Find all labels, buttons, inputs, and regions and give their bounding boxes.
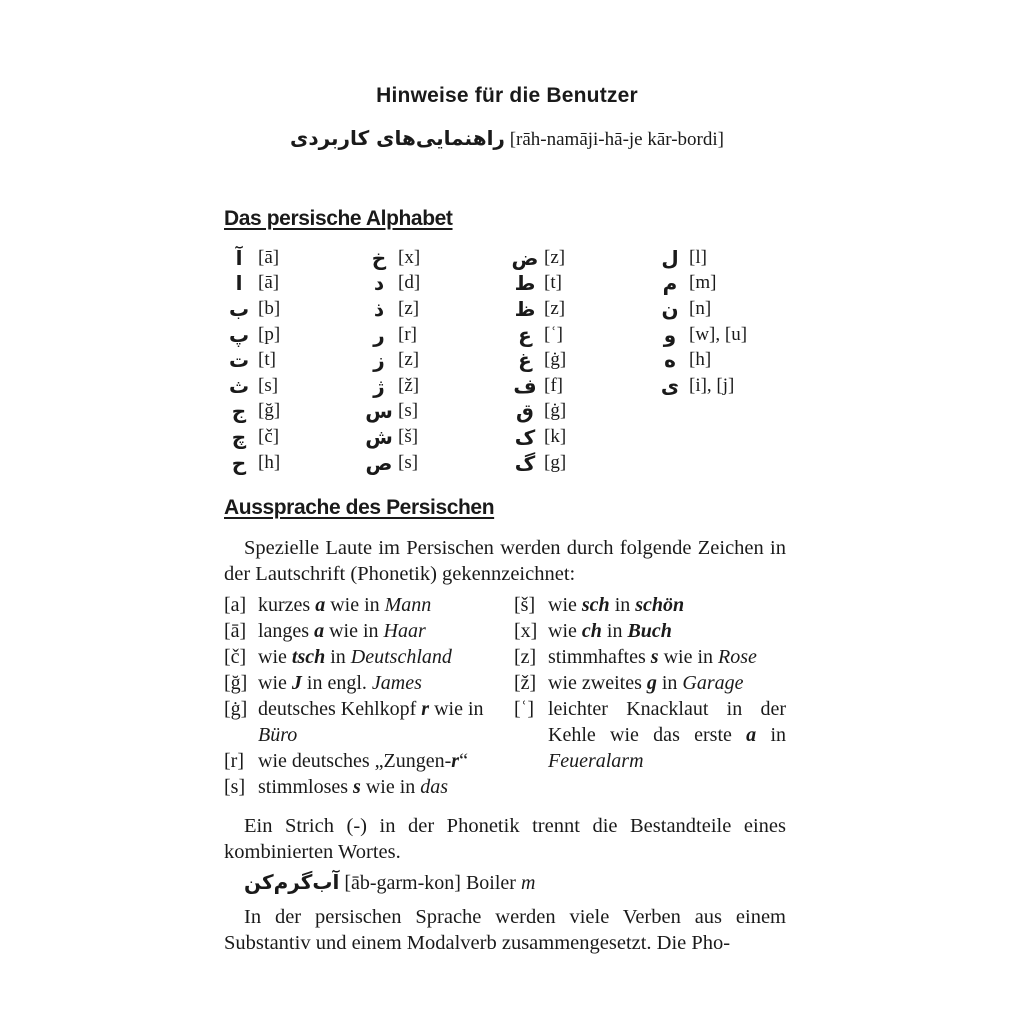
alphabet-row: [510, 373, 566, 399]
letter-phonetic: [t]: [544, 272, 562, 294]
letter-phonetic: [b]: [258, 297, 281, 319]
persian-letter: ق: [516, 399, 534, 424]
sound-symbol: [s]: [224, 776, 246, 798]
description-run: a: [314, 620, 325, 642]
persian-letter: آ: [235, 245, 243, 270]
sound-item: [514, 644, 786, 670]
description-run: s: [353, 776, 361, 798]
letter-phonetic: [x]: [398, 246, 421, 268]
alphabet-row: [510, 424, 566, 450]
persian-letter: ن: [661, 296, 679, 321]
description-run: s: [650, 646, 659, 668]
letter-phonetic: [ġ]: [544, 400, 567, 422]
example-phonetic: [āb-garm-kon]: [344, 872, 461, 894]
example-persian: آب‌گرم‌کن: [244, 870, 340, 894]
description-run: in engl.: [301, 672, 372, 694]
alphabet-row: [224, 399, 280, 425]
description-run: sch: [581, 594, 610, 616]
letter-phonetic: [l]: [689, 246, 707, 268]
description-run: deutsches Kehlkopf: [258, 698, 422, 720]
alphabet-column: [510, 245, 566, 475]
description-run: wie zweites: [548, 672, 647, 694]
persian-letter: ظ: [514, 296, 536, 321]
description-run: wie: [548, 594, 582, 616]
description-run: wie: [548, 620, 582, 642]
sound-symbol: [r]: [224, 750, 244, 772]
persian-letter: پ: [228, 322, 250, 347]
description-run: J: [291, 672, 302, 694]
alphabet-row: [364, 322, 420, 348]
description-run: leichter Knacklaut in der Kehle wie das erste: [548, 698, 786, 746]
description-run: wie in: [324, 620, 384, 642]
page-subtitle: [224, 126, 790, 151]
sound-description: [258, 618, 502, 644]
description-run: kurzes: [258, 594, 316, 616]
letter-phonetic: [d]: [398, 272, 421, 294]
description-run: wie in: [360, 776, 421, 798]
letter-phonetic: [n]: [689, 297, 712, 319]
persian-letter: و: [663, 322, 677, 347]
alphabet-row: [224, 424, 280, 450]
letter-phonetic: [w], [u]: [689, 323, 748, 345]
description-run: a: [746, 724, 757, 746]
sound-description: [548, 618, 786, 644]
description-run: wie: [258, 672, 292, 694]
persian-letter: ز: [373, 348, 385, 373]
persian-letter: ل: [661, 245, 679, 270]
sound-symbol: [x]: [514, 620, 538, 642]
verbs-note: In der persischen Sprache werden viele Verben aus einem Substantiv und einem Modalverb zusammengesetzt. Die Pho-: [224, 906, 786, 954]
description-run: stimmhaftes: [548, 646, 651, 668]
letter-phonetic: [s]: [258, 374, 279, 396]
alphabet-row: [655, 347, 747, 373]
description-run: ch: [581, 620, 602, 642]
persian-letter: ک: [514, 424, 536, 449]
sound-symbol: [ā]: [224, 620, 247, 642]
sound-item: [514, 696, 786, 774]
alphabet-row: [655, 271, 747, 297]
persian-letter: ی: [660, 373, 680, 398]
letter-phonetic: [š]: [398, 425, 419, 447]
alphabet-column: [655, 245, 747, 399]
sound-symbol: [ğ]: [224, 672, 248, 694]
persian-letter: م: [662, 271, 678, 296]
alphabet-row: [510, 347, 566, 373]
section-heading-alphabet: Das persische Alphabet: [224, 207, 453, 230]
description-run: das: [420, 776, 449, 798]
alphabet-row: [224, 296, 280, 322]
description-run: Haar: [383, 620, 426, 642]
description-run: in: [756, 724, 787, 746]
letter-phonetic: [i], [j]: [689, 374, 735, 396]
letter-phonetic: [ā]: [258, 246, 280, 268]
example-word: Boiler: [465, 872, 516, 894]
persian-letter: ر: [373, 322, 385, 347]
description-run: in: [609, 594, 636, 616]
sound-list-right: [514, 592, 786, 774]
alphabet-row: [655, 245, 747, 271]
description-run: Garage: [682, 672, 744, 694]
alphabet-row: [224, 271, 280, 297]
letter-phonetic: [h]: [689, 349, 712, 371]
persian-letter: گ: [514, 450, 536, 475]
subtitle-phonetic: [rāh-namāji-hā-je kār-bordi]: [509, 129, 724, 150]
alphabet-row: [510, 271, 566, 297]
sound-item: [224, 748, 502, 774]
letter-phonetic: [k]: [544, 425, 567, 447]
sound-symbol: [a]: [224, 594, 247, 616]
description-run: in: [325, 646, 351, 668]
sound-description: [548, 644, 786, 670]
alphabet-row: [364, 373, 420, 399]
sound-description: [548, 696, 786, 774]
alphabet-row: [510, 322, 566, 348]
section-heading-pronunciation: Aussprache des Persischen: [224, 496, 495, 519]
sound-item: [224, 618, 502, 644]
sound-symbol: [z]: [514, 646, 537, 668]
sound-symbol: [ġ]: [224, 698, 248, 720]
alphabet-row: [655, 322, 747, 348]
alphabet-row: [655, 373, 747, 399]
letter-phonetic: [p]: [258, 323, 281, 345]
persian-letter: ف: [513, 373, 537, 398]
description-run: r: [451, 750, 460, 772]
pronunciation-intro: Spezielle Laute im Persischen werden durch folgende Zeichen in der Lautschrift (Phonetik) gekennzeichnet:: [224, 537, 786, 585]
description-run: Büro: [258, 724, 298, 746]
document-page: [224, 0, 790, 1024]
sound-symbol: [š]: [514, 594, 536, 616]
example-entry: [244, 870, 535, 895]
sound-item: [514, 670, 786, 696]
example-gender: m: [520, 872, 536, 894]
sound-symbol: [ʿ]: [514, 698, 534, 720]
alphabet-row: [510, 450, 566, 476]
sound-description: [258, 670, 502, 696]
letter-phonetic: [z]: [398, 297, 420, 319]
letter-phonetic: [g]: [544, 451, 567, 473]
page-title: Hinweise für die Benutzer: [376, 84, 638, 107]
alphabet-row: [224, 322, 280, 348]
sound-description: [258, 774, 502, 800]
alphabet-row: [224, 347, 280, 373]
description-run: wie in: [325, 594, 385, 616]
sound-item: [224, 670, 502, 696]
persian-letter: چ: [231, 424, 247, 449]
subtitle-persian: راهنمایی‌های کاربردی: [290, 126, 505, 150]
persian-letter: ژ: [373, 373, 385, 398]
sound-symbol: [ž]: [514, 672, 537, 694]
alphabet-row: [224, 373, 280, 399]
alphabet-row: [224, 245, 280, 271]
description-run: r: [421, 698, 430, 720]
description-run: langes: [258, 620, 315, 642]
alphabet-row: [364, 424, 420, 450]
persian-letter: ص: [365, 450, 393, 475]
alphabet-row: [364, 271, 420, 297]
persian-letter: ح: [231, 450, 247, 475]
alphabet-column: [364, 245, 420, 475]
sound-item: [514, 592, 786, 618]
persian-letter: ض: [511, 245, 539, 270]
letter-phonetic: [t]: [258, 349, 276, 371]
description-run: g: [646, 672, 657, 694]
alphabet-row: [364, 296, 420, 322]
letter-phonetic: [ʿ]: [544, 323, 563, 345]
description-run: Feueralarm: [548, 750, 644, 772]
persian-letter: ع: [518, 322, 532, 347]
alphabet-row: [364, 450, 420, 476]
sound-list-left: [224, 592, 502, 800]
letter-phonetic: [č]: [258, 425, 280, 447]
description-run: James: [371, 672, 422, 694]
persian-letter: ت: [228, 348, 250, 373]
description-run: tsch: [291, 646, 326, 668]
letter-phonetic: [ğ]: [258, 400, 281, 422]
description-run: a: [315, 594, 326, 616]
letter-phonetic: [s]: [398, 451, 419, 473]
sound-item: [224, 644, 502, 670]
letter-phonetic: [r]: [398, 323, 417, 345]
alphabet-row: [364, 245, 420, 271]
alphabet-row: [364, 399, 420, 425]
letter-phonetic: [z]: [544, 297, 566, 319]
description-run: “: [459, 750, 468, 772]
letter-phonetic: [z]: [398, 349, 420, 371]
description-run: wie in: [658, 646, 718, 668]
sound-description: [548, 592, 786, 618]
description-run: Rose: [718, 646, 757, 668]
description-run: in: [656, 672, 683, 694]
letter-phonetic: [s]: [398, 400, 419, 422]
sound-item: [224, 774, 502, 800]
persian-letter: خ: [371, 245, 387, 270]
alphabet-row: [364, 347, 420, 373]
persian-letter: ج: [231, 399, 247, 424]
persian-letter: س: [365, 399, 393, 424]
description-run: wie deutsches „Zungen-: [258, 750, 452, 772]
alphabet-row: [224, 450, 280, 476]
letter-phonetic: [ž]: [398, 374, 420, 396]
description-run: Buch: [627, 620, 672, 642]
alphabet-column: [224, 245, 280, 475]
description-run: stimmloses: [258, 776, 354, 798]
persian-letter: ذ: [373, 296, 385, 321]
sound-description: [258, 592, 502, 618]
alphabet-row: [510, 245, 566, 271]
description-run: Deutschland: [350, 646, 452, 668]
letter-phonetic: [ġ]: [544, 349, 567, 371]
dash-note: Ein Strich (-) in der Phonetik trennt die Bestandteile eines kombinierten Wortes.: [224, 815, 786, 863]
letter-phonetic: [h]: [258, 451, 281, 473]
description-run: in: [601, 620, 628, 642]
alphabet-row: [510, 399, 566, 425]
persian-letter: ب: [228, 296, 250, 321]
description-run: schön: [635, 594, 685, 616]
persian-letter: د: [373, 271, 385, 296]
persian-letter: غ: [518, 348, 532, 373]
letter-phonetic: [ā]: [258, 272, 280, 294]
description-run: wie: [258, 646, 292, 668]
description-run: wie in: [429, 698, 484, 720]
persian-letter: ا: [235, 271, 243, 296]
letter-phonetic: [z]: [544, 246, 566, 268]
alphabet-row: [510, 296, 566, 322]
persian-letter: ث: [228, 373, 250, 398]
sound-description: [548, 670, 786, 696]
sound-item: [514, 618, 786, 644]
persian-letter: ش: [365, 424, 393, 449]
persian-letter: ط: [514, 271, 536, 296]
description-run: Mann: [384, 594, 432, 616]
sound-symbol: [č]: [224, 646, 247, 668]
sound-item: [224, 696, 502, 748]
letter-phonetic: [m]: [689, 272, 717, 294]
sound-item: [224, 592, 502, 618]
persian-letter: ه: [664, 348, 676, 373]
sound-description: [258, 696, 502, 748]
letter-phonetic: [f]: [544, 374, 563, 396]
alphabet-row: [655, 296, 747, 322]
sound-description: [258, 748, 502, 774]
sound-description: [258, 644, 502, 670]
